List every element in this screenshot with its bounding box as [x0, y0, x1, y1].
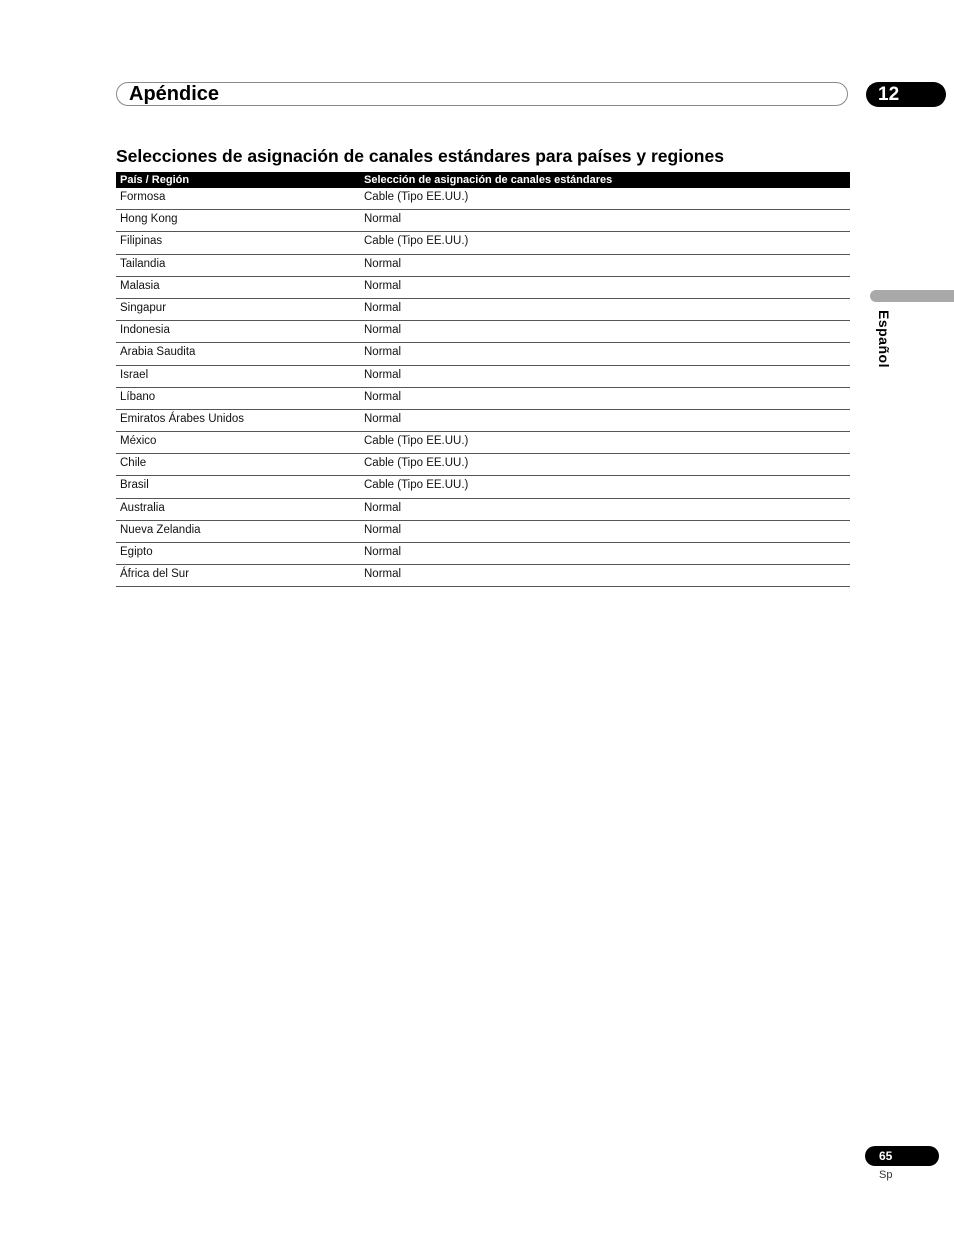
country-cell: Hong Kong [120, 213, 178, 226]
chapter-number-badge: 12 [866, 82, 946, 107]
country-cell: Australia [120, 501, 165, 514]
table-row [116, 232, 850, 254]
selection-cell: Normal [364, 568, 402, 581]
selection-cell: Normal [364, 390, 402, 403]
country-cell: Emiratos Árabes Unidos [120, 412, 244, 425]
table-row [116, 521, 850, 543]
chapter-header-bar [116, 82, 848, 106]
selection-cell: Cable (Tipo EE.UU.) [364, 479, 469, 492]
table-row [116, 343, 850, 365]
selection-cell: Normal [364, 523, 402, 536]
selection-cell: Cable (Tipo EE.UU.) [364, 457, 469, 470]
selection-cell: Normal [364, 546, 402, 558]
table-row [116, 543, 850, 565]
selection-cell: Normal [364, 501, 402, 514]
selection-cell: Normal [364, 213, 402, 226]
column-header-country: País / Región [120, 174, 190, 186]
chapter-title: Apéndice [129, 83, 220, 105]
country-cell: Formosa [120, 191, 166, 203]
column-header-selection: Selección de asignación de canales estándares [364, 174, 613, 186]
channel-table [116, 172, 850, 587]
table-row [116, 299, 850, 321]
country-cell: Tailandia [120, 257, 166, 270]
selection-cell: Cable (Tipo EE.UU.) [364, 435, 469, 448]
selection-cell: Normal [364, 301, 402, 314]
table-row [116, 432, 850, 454]
country-cell: Indonesia [120, 324, 170, 337]
table-row [116, 476, 850, 498]
country-cell: Nueva Zelandia [120, 523, 201, 536]
country-cell: Egipto [120, 546, 153, 558]
selection-cell: Normal [364, 368, 402, 381]
page-language-code: Sp [879, 1169, 893, 1181]
table-row [116, 210, 850, 232]
country-cell: Líbano [120, 390, 156, 403]
table-row [116, 410, 850, 432]
selection-cell: Normal [364, 412, 402, 425]
table-header [116, 172, 850, 188]
language-label: Español [876, 310, 892, 368]
country-cell: México [120, 435, 157, 448]
table-row [116, 565, 850, 587]
table-row [116, 321, 850, 343]
selection-cell: Cable (Tipo EE.UU.) [364, 235, 469, 248]
selection-cell: Normal [364, 257, 402, 270]
country-cell: Filipinas [120, 235, 163, 248]
table-row [116, 454, 850, 476]
table-body [116, 188, 850, 587]
selection-cell: Normal [364, 279, 402, 292]
country-cell: África del Sur [120, 568, 190, 581]
country-cell: Brasil [120, 479, 149, 492]
selection-cell: Normal [364, 324, 402, 337]
table-row [116, 499, 850, 521]
table-row [116, 188, 850, 210]
selection-cell: Cable (Tipo EE.UU.) [364, 191, 469, 203]
country-cell: Arabia Saudita [120, 346, 196, 359]
country-cell: Singapur [120, 301, 167, 314]
selection-cell: Normal [364, 346, 402, 359]
language-tab [870, 290, 954, 302]
table-row [116, 255, 850, 277]
country-cell: Chile [120, 457, 147, 470]
country-cell: Israel [120, 368, 149, 381]
table-row [116, 366, 850, 388]
table-row [116, 388, 850, 410]
table-row [116, 277, 850, 299]
country-cell: Malasia [120, 279, 160, 292]
page-number-badge: 65 [865, 1146, 939, 1166]
section-title: Selecciones de asignación de canales estándares para países y regiones [116, 146, 724, 166]
